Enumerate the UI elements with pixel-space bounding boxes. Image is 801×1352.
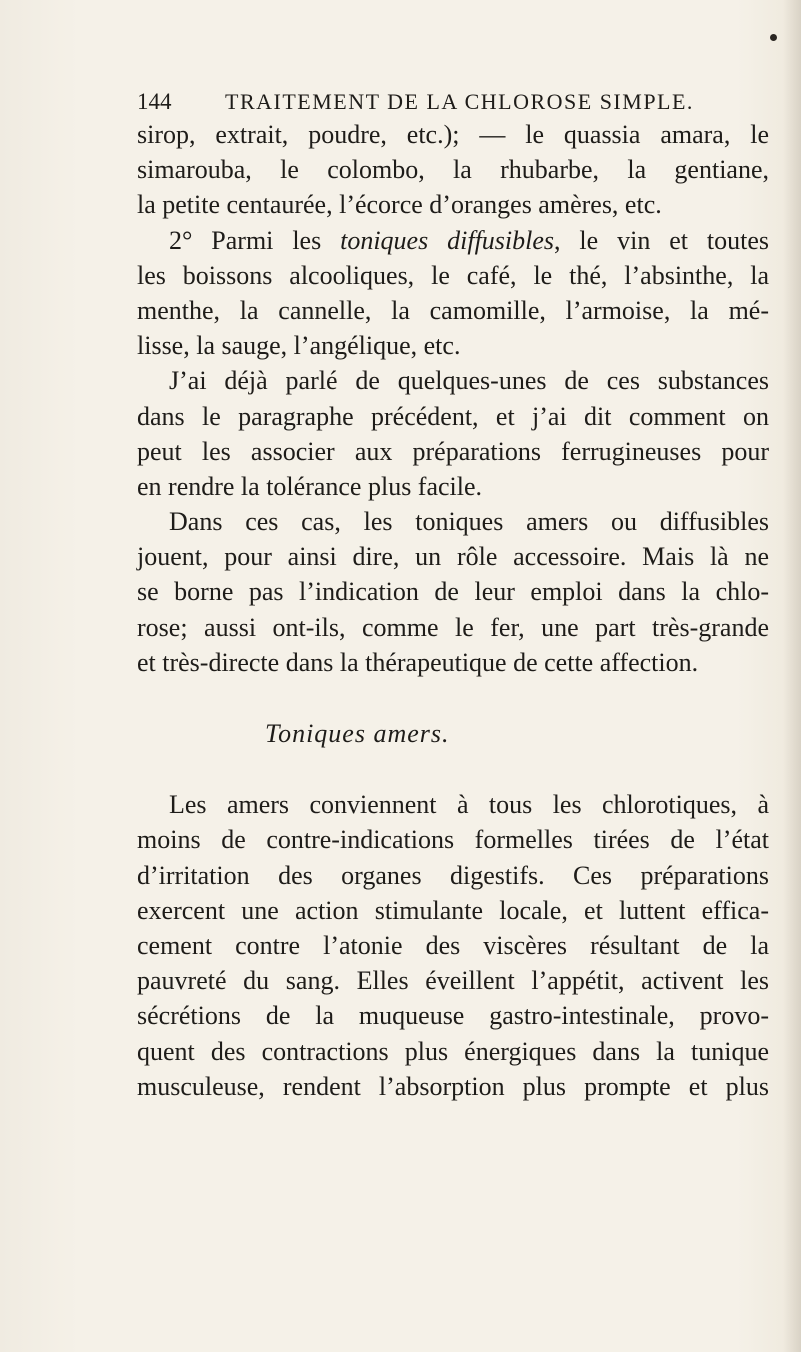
text-line: [137, 223, 769, 258]
text-line: Dans ces cas, les toniques amers ou diffusibles: [169, 507, 769, 537]
text-line: sécrétions de la muqueuse gastro-intestinale, provo-: [137, 1001, 769, 1031]
text-line: menthe, la cannelle, la camomille, l’armoise, la mé-: [137, 295, 769, 325]
text-line: et très-directe dans la thérapeutique de cette affection.: [137, 647, 699, 677]
text-line: cement contre l’atonie des viscères résultant de la: [137, 930, 769, 960]
text-line: quent des contractions plus énergiques dans la tunique: [137, 1036, 769, 1066]
text-line: J’ai déjà parlé de quelques-unes de ces substances: [169, 366, 769, 396]
text-line: jouent, pour ainsi dire, un rôle accessoire. Mais là ne: [137, 542, 769, 572]
text-line: moins de contre-indications formelles tirées de l’état: [137, 825, 769, 855]
text-line: exercent une action stimulante locale, et luttent effica-: [137, 895, 769, 925]
emphasis-term: toniques diffusibles: [340, 225, 555, 255]
text-line: se borne pas l’indication de leur emploi dans la chlo-: [137, 577, 769, 607]
body-text: [137, 117, 769, 1104]
text-line: simarouba, le colombo, la rhubarbe, la gentiane,: [137, 155, 769, 185]
page-header: [137, 84, 727, 120]
text-line: lisse, la sauge, l’angélique, etc.: [137, 331, 461, 361]
text-line: en rendre la tolérance plus facile.: [137, 471, 483, 501]
text-line: la petite centaurée, l’écorce d’oranges amères, etc.: [137, 190, 662, 220]
text-line: sirop, extrait, poudre, etc.); — le quassia amara, le: [137, 120, 769, 149]
page-number: 144: [137, 89, 172, 114]
text-line: musculeuse, rendent l’absorption plus prompte et plus: [137, 1071, 769, 1101]
text-line: peut les associer aux préparations ferrugineuses pour: [137, 436, 769, 466]
text-line: d’irritation des organes digestifs. Ces préparations: [137, 860, 769, 890]
page-edge-shadow: [783, 0, 801, 1352]
section-heading: Toniques amers.: [265, 719, 450, 748]
running-title: TRAITEMENT DE LA CHLOROSE SIMPLE.: [225, 89, 694, 114]
ink-spot: [770, 34, 777, 41]
text-line: Les amers conviennent à tous les chlorotiques, à: [169, 790, 769, 820]
text-span: 2° Parmi les: [169, 225, 341, 255]
text-span: , le vin et toutes: [554, 225, 769, 255]
text-line: rose; aussi ont-ils, comme le fer, une part très-grande: [137, 612, 769, 642]
text-line: dans le paragraphe précédent, et j’ai dit comment on: [137, 401, 769, 431]
text-line: pauvreté du sang. Elles éveillent l’appétit, activent les: [137, 966, 769, 996]
text-line: les boissons alcooliques, le café, le thé, l’absinthe, la: [137, 260, 769, 290]
